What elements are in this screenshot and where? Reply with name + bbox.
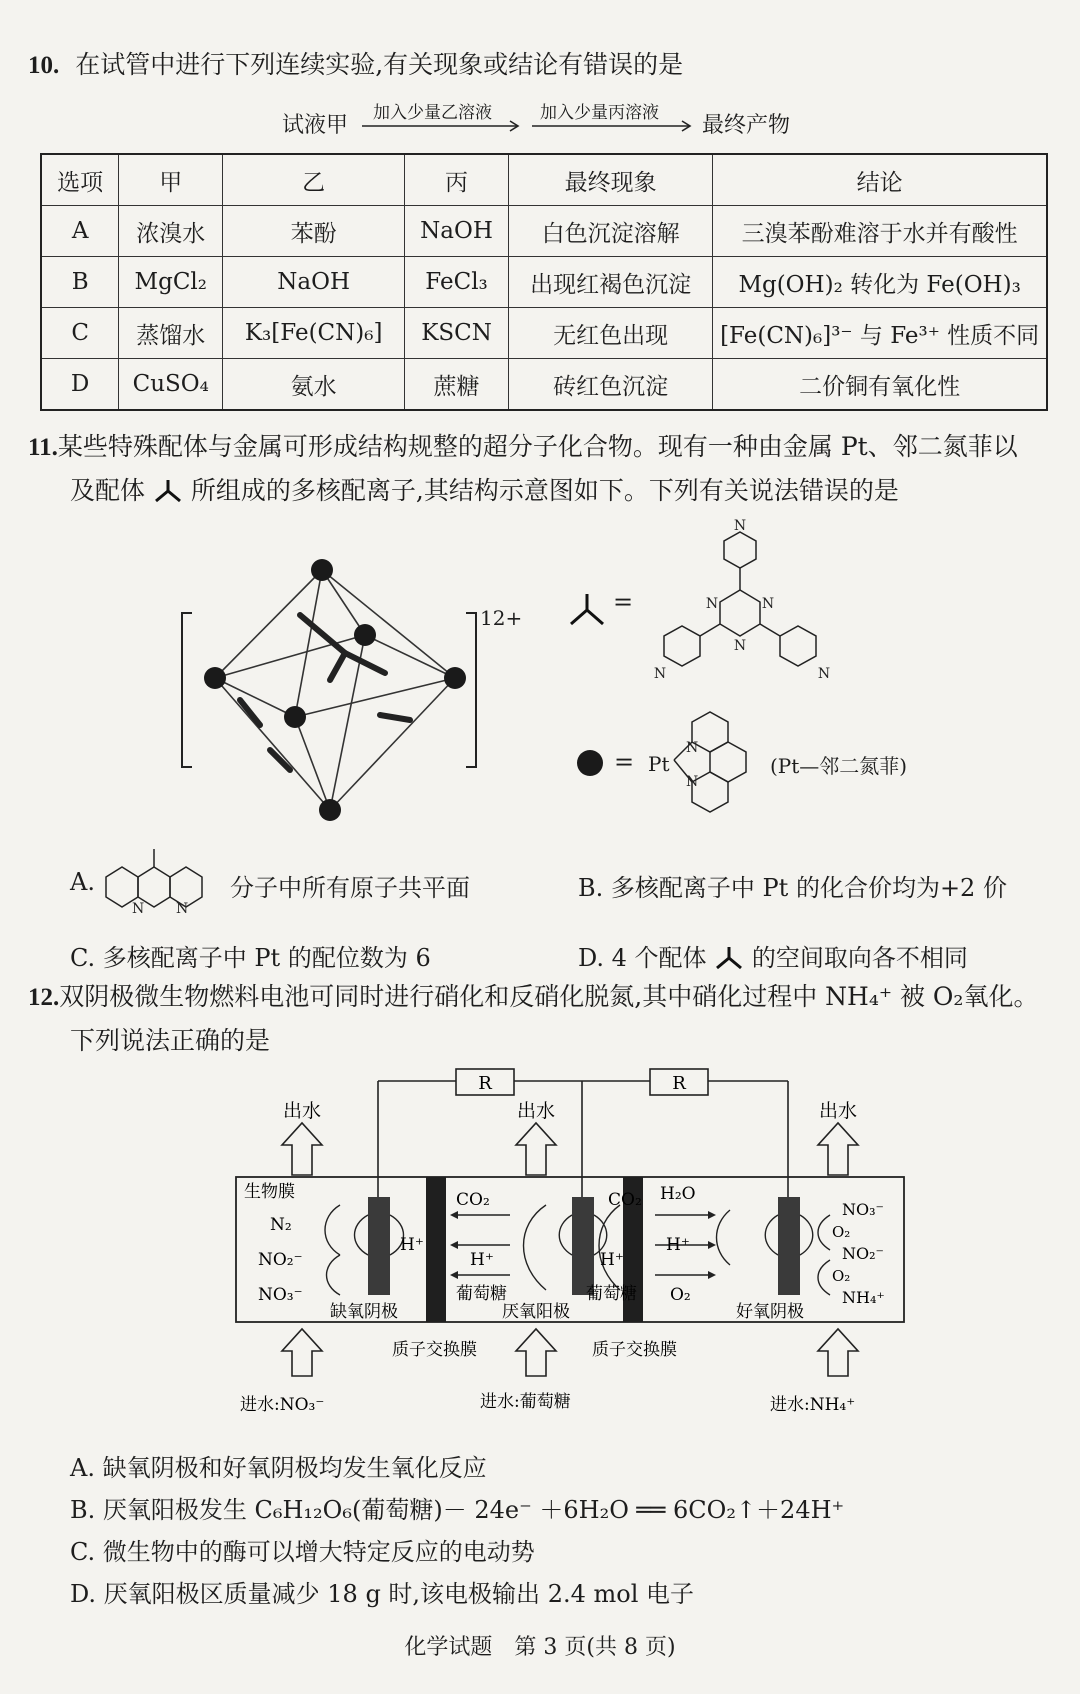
electrode-mid <box>572 1197 594 1295</box>
ligand-n-top: N <box>733 518 747 534</box>
table-row <box>41 359 1047 411</box>
inlet-right: 进水:NH₄⁺ <box>770 1395 856 1415</box>
ligand-n-left: N <box>653 666 667 682</box>
phen-a-n-1: N <box>132 901 145 915</box>
species-no2-left: NO₂⁻ <box>258 1250 303 1270</box>
glucose-left: 葡萄糖 <box>456 1284 507 1304</box>
q12-option-b: B. 厌氧阳极发生 C₆H₁₂O₆(葡萄糖)－ 24e⁻ ＋6H₂O ══ 6CO₂↑＋24H⁺ <box>70 1496 845 1524</box>
hplus-mid-right: H⁺ <box>600 1250 624 1270</box>
table-cell: C <box>41 308 119 359</box>
pt-node <box>311 559 333 581</box>
q11-option-a <box>70 868 95 896</box>
header-cell: 甲 <box>119 154 223 206</box>
table-cell: 浓溴水 <box>119 206 223 257</box>
q12-text-1: 双阴极微生物燃料电池可同时进行硝化和反硝化脱氮,其中硝化过程中 NH₄⁺ 被 O₂氧化。 <box>59 982 1039 1011</box>
pt-legend-equals: = <box>614 748 635 776</box>
table-cell: K₃[Fe(CN)₆] <box>223 308 405 359</box>
ligand-structure-diagram <box>640 518 850 698</box>
table-cell: A <box>41 206 119 257</box>
q11-option-d <box>578 938 968 973</box>
species-o2-left: O₂ <box>670 1285 691 1305</box>
q10-stem <box>28 48 683 83</box>
hplus-mid-left: H⁺ <box>470 1250 494 1270</box>
species-o2-right-1: O₂ <box>832 1223 851 1241</box>
table-cell: KSCN <box>405 308 509 359</box>
fuel-cell-diagram <box>230 1065 910 1465</box>
pt-node <box>354 624 376 646</box>
table-row <box>41 308 1047 359</box>
q10-flow-step1: 加入少量乙溶液 <box>373 103 492 123</box>
q11-option-b: B. 多核配离子中 Pt 的化合价均为+2 价 <box>578 874 1007 902</box>
pt-legend-label: Pt <box>648 752 670 776</box>
q11-option-a-text: 分子中所有原子共平面 <box>230 874 470 902</box>
phen-n-2: N <box>686 774 699 790</box>
ligand-n-3: N <box>733 638 747 654</box>
ligand-n-1: N <box>705 596 719 612</box>
membrane-left-label: 质子交换膜 <box>392 1340 477 1360</box>
electrode-left-label: 缺氧阴极 <box>330 1302 398 1322</box>
table-cell: B <box>41 257 119 308</box>
ligand-symbol-icon <box>153 477 183 503</box>
ligand-equals: = <box>613 588 634 616</box>
electrode-right <box>778 1197 800 1295</box>
biofilm-label: 生物膜 <box>244 1182 295 1202</box>
phenanthroline-pt-diagram <box>672 700 782 830</box>
pt-node <box>319 799 341 821</box>
electrode-right-label: 好氧阴极 <box>736 1302 804 1322</box>
inlet-arrows <box>282 1329 858 1376</box>
inlet-mid: 进水:葡萄糖 <box>480 1392 571 1412</box>
q10-number: 10. <box>28 52 60 79</box>
species-h2o: H₂O <box>660 1184 696 1204</box>
table-row <box>41 206 1047 257</box>
q10-table <box>40 153 1048 411</box>
q12-option-d: D. 厌氧阳极区质量减少 18 g 时,该电极输出 2.4 mol 电子 <box>70 1580 694 1608</box>
header-cell: 结论 <box>713 154 1047 206</box>
table-cell: 蔗糖 <box>405 359 509 411</box>
header-cell: 乙 <box>223 154 405 206</box>
pt-legend-caption: (Pt—邻二氮菲) <box>770 754 908 778</box>
membrane-left <box>426 1177 446 1322</box>
q10-flow-end: 最终产物 <box>702 113 791 138</box>
table-header-row <box>41 154 1047 206</box>
table-cell: NaOH <box>223 257 405 308</box>
q11-stem-line1 <box>28 430 1073 465</box>
phen-a-n-2: N <box>176 901 189 915</box>
resistor-right-label: R <box>672 1073 686 1094</box>
ligand-n-2: N <box>761 596 775 612</box>
outlet-arrows <box>282 1123 858 1175</box>
table-cell: [Fe(CN)₆]³⁻ 与 Fe³⁺ 性质不同 <box>713 308 1047 359</box>
hplus-left: H⁺ <box>400 1235 424 1255</box>
table-cell: 砖红色沉淀 <box>508 359 712 411</box>
outlet-left: 出水 <box>282 1100 322 1122</box>
cage-charge: 12+ <box>480 606 523 630</box>
table-cell: 三溴苯酚难溶于水并有酸性 <box>713 206 1047 257</box>
ligand-symbol-icon <box>714 944 744 970</box>
table-cell: 氨水 <box>223 359 405 411</box>
species-no3-left: NO₃⁻ <box>258 1285 303 1305</box>
hplus-right: H⁺ <box>666 1235 690 1255</box>
q11-option-d-b: 的空间取向各不相同 <box>751 944 968 972</box>
q10-flow-step2: 加入少量丙溶液 <box>540 103 659 123</box>
species-no2-right: NO₂⁻ <box>842 1244 884 1263</box>
table-cell: 苯酚 <box>223 206 405 257</box>
table-cell: 蒸馏水 <box>119 308 223 359</box>
table-cell: 出现红褐色沉淀 <box>508 257 712 308</box>
inlet-left: 进水:NO₃⁻ <box>240 1395 325 1415</box>
q11-text-2a: 及配体 <box>70 476 146 505</box>
q12-stem-line1 <box>28 980 1078 1015</box>
table-cell: 二价铜有氧化性 <box>713 359 1047 411</box>
q12-option-a: A. 缺氧阴极和好氧阴极均发生氧化反应 <box>70 1454 487 1482</box>
table-row <box>41 257 1047 308</box>
table-cell: FeCl₃ <box>405 257 509 308</box>
pt-legend-dot-icon <box>575 748 605 778</box>
q12-number: 12. <box>28 984 60 1011</box>
header-cell: 选项 <box>41 154 119 206</box>
co2-right: CO₂ <box>608 1190 642 1210</box>
table-cell: 白色沉淀溶解 <box>508 206 712 257</box>
pt-node <box>444 667 466 689</box>
species-o2-right-2: O₂ <box>832 1267 851 1285</box>
species-n2: N₂ <box>270 1215 292 1235</box>
resistor-left-label: R <box>478 1073 492 1094</box>
q11-text-1: 某些特殊配体与金属可形成结构规整的超分子化合物。现有一种由金属 Pt、邻二氮菲以 <box>57 432 1018 461</box>
q11-text-2b: 所组成的多核配离子,其结构示意图如下。下列有关说法错误的是 <box>190 476 899 505</box>
co2-left: CO₂ <box>456 1190 490 1210</box>
electrode-mid-label: 厌氧阳极 <box>502 1302 570 1322</box>
page-footer: 化学试题 第 3 页(共 8 页) <box>404 1635 676 1660</box>
species-nh4-right: NH₄⁺ <box>842 1288 885 1307</box>
phenanthroline-structure-diagram <box>100 843 232 915</box>
membrane-right-label: 质子交换膜 <box>592 1340 677 1360</box>
table-cell: NaOH <box>405 206 509 257</box>
table-cell: D <box>41 359 119 411</box>
q11-option-d-a: D. 4 个配体 <box>578 944 707 972</box>
table-cell: MgCl₂ <box>119 257 223 308</box>
q11-option-a-prefix: A. <box>70 868 95 896</box>
q12-stem-line2: 下列说法正确的是 <box>70 1026 271 1055</box>
q10-text: 在试管中进行下列连续实验,有关现象或结论有错误的是 <box>75 50 684 79</box>
phen-n-1: N <box>686 740 699 756</box>
electrode-left <box>368 1197 390 1295</box>
q11-option-c: C. 多核配离子中 Pt 的配位数为 6 <box>70 944 431 972</box>
table-cell: 无红色出现 <box>508 308 712 359</box>
q11-stem-line2 <box>70 474 899 508</box>
glucose-right: 葡萄糖 <box>586 1284 637 1304</box>
outlet-mid: 出水 <box>516 1100 556 1122</box>
species-no3-right: NO₃⁻ <box>842 1200 884 1219</box>
ligand-legend-icon <box>565 590 615 630</box>
table-cell: CuSO₄ <box>119 359 223 411</box>
pt-node <box>284 706 306 728</box>
table-cell: Mg(OH)₂ 转化为 Fe(OH)₃ <box>713 257 1047 308</box>
header-cell: 最终现象 <box>508 154 712 206</box>
q10-flow-start: 试液甲 <box>282 113 349 138</box>
outlet-right: 出水 <box>818 1100 858 1122</box>
q11-number: 11. <box>28 434 58 461</box>
header-cell: 丙 <box>405 154 509 206</box>
pt-node <box>204 667 226 689</box>
ligand-n-right: N <box>817 666 831 682</box>
q12-option-c: C. 微生物中的酶可以增大特定反应的电动势 <box>70 1538 535 1566</box>
octahedral-cage-diagram <box>170 545 530 845</box>
